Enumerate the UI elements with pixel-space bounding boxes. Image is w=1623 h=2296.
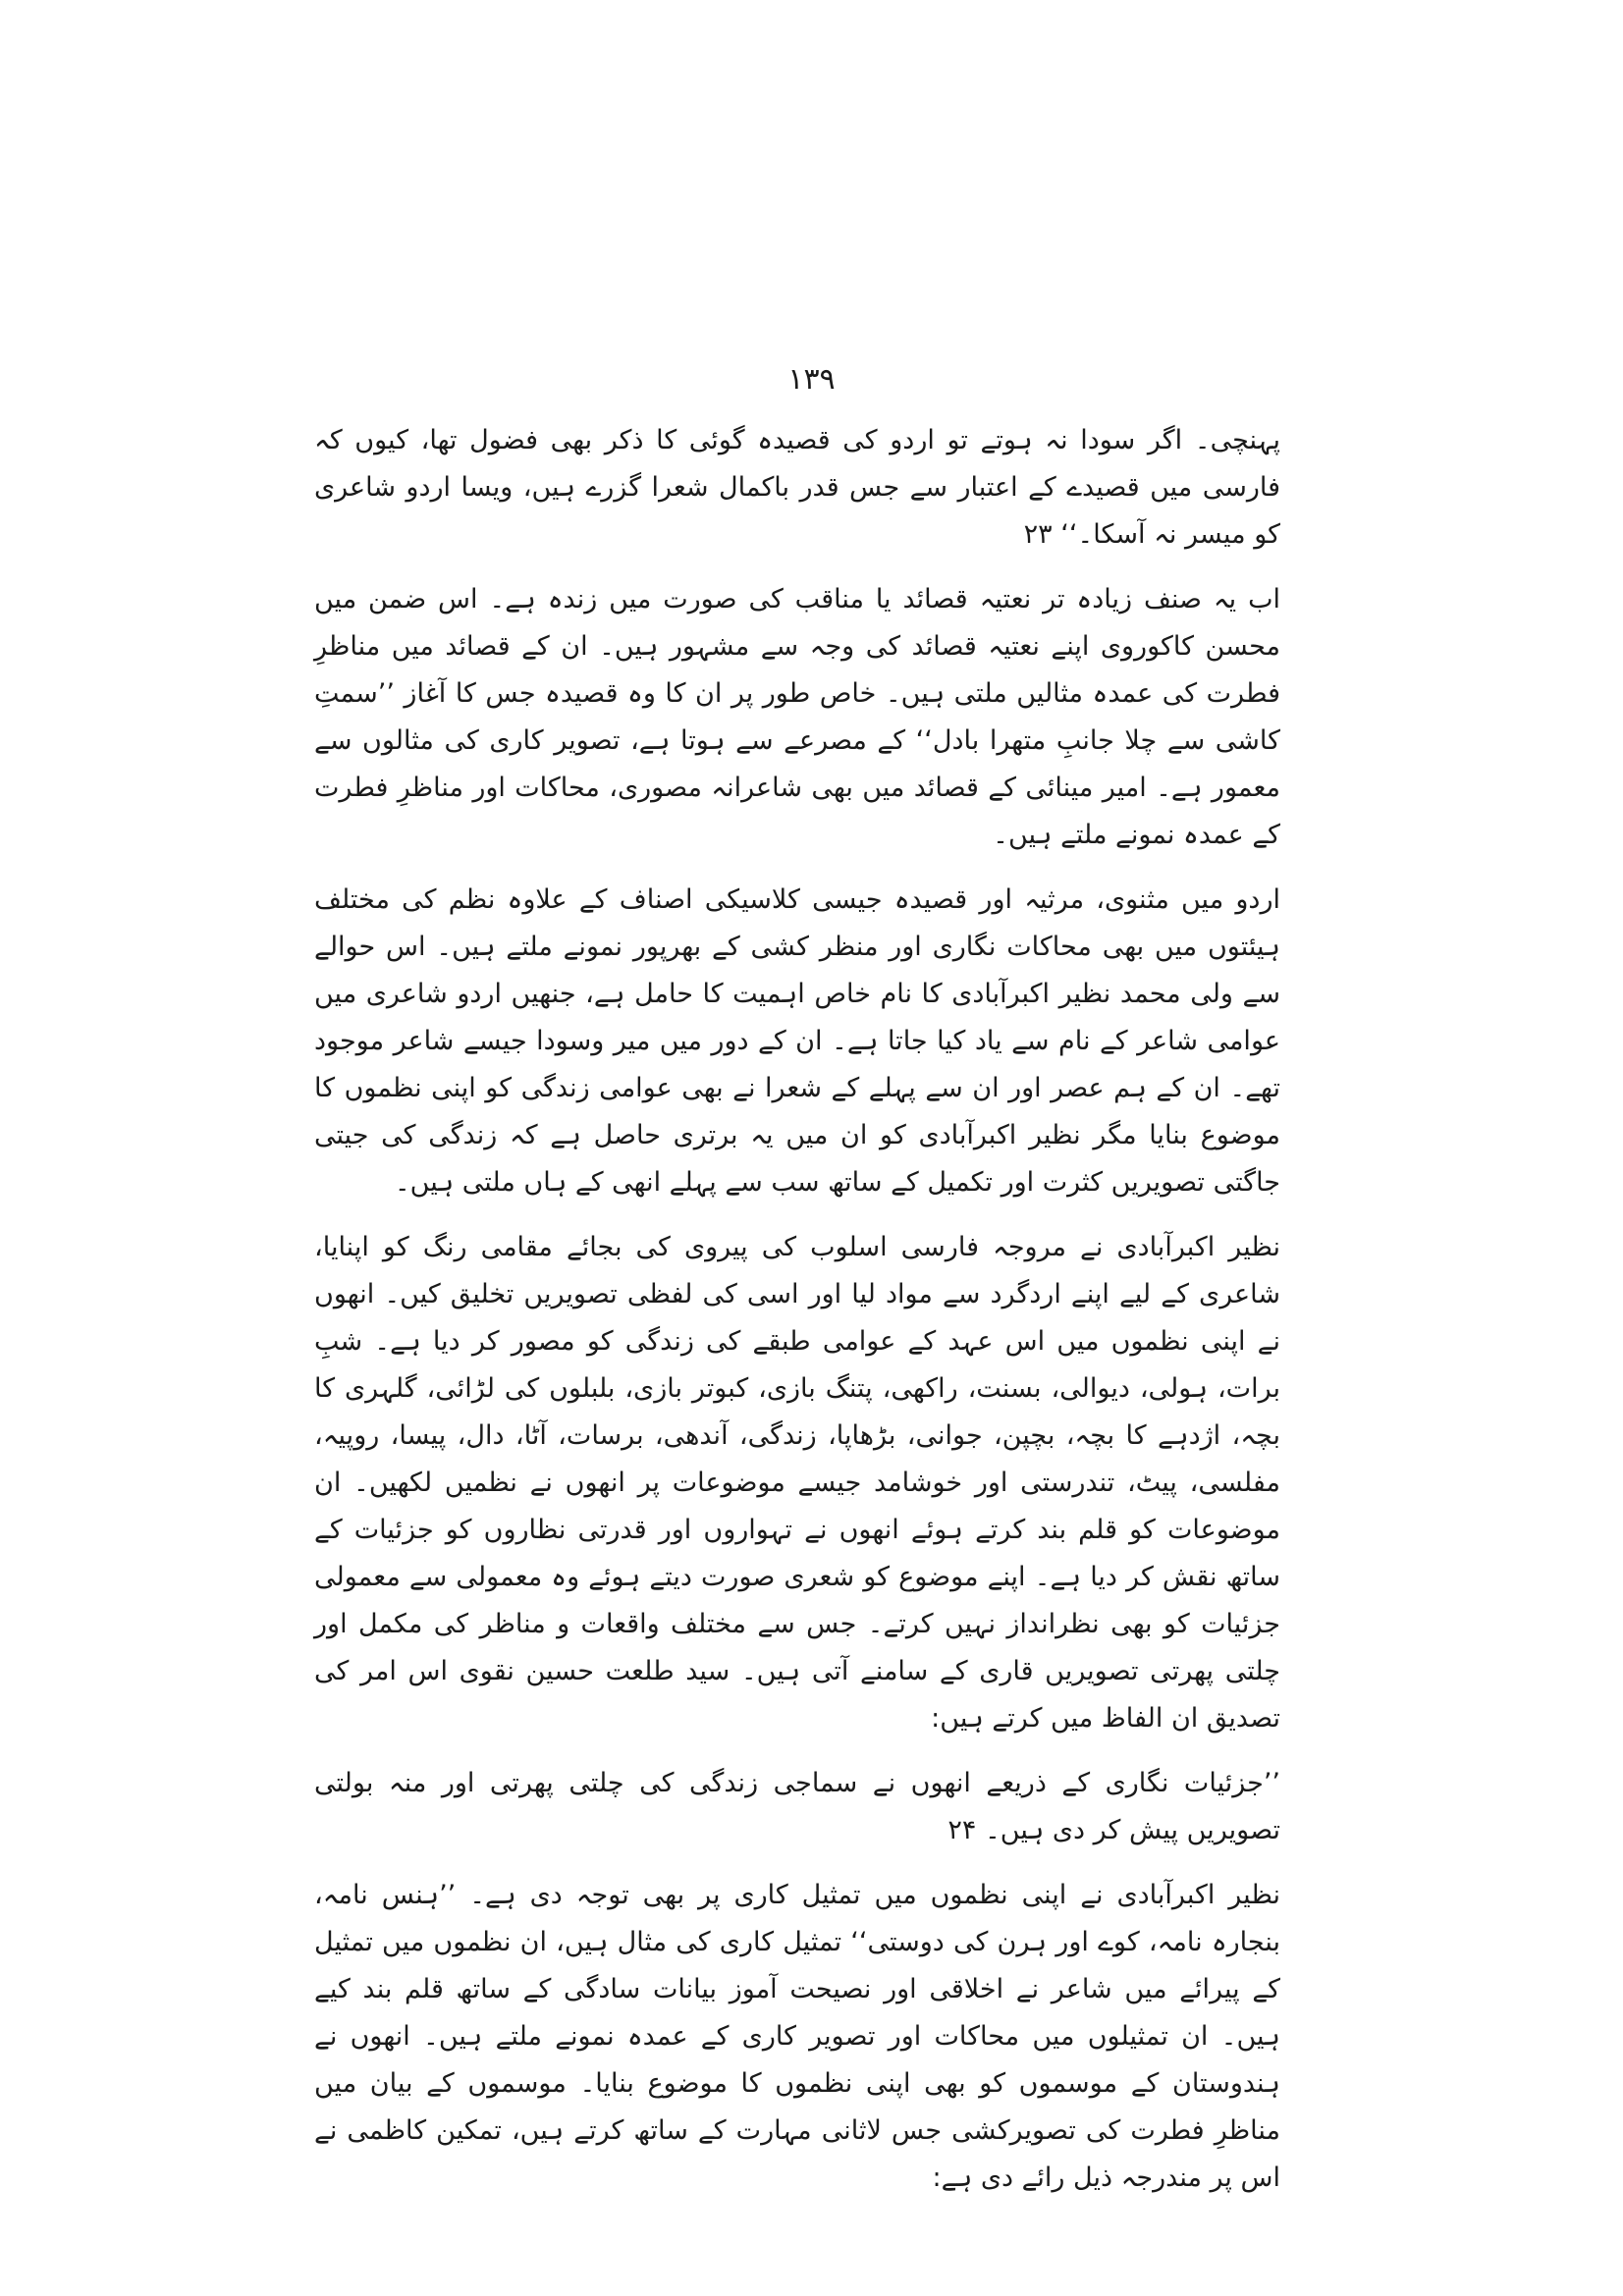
block-quote-continuation: پہنچی۔ اگر سودا نہ ہوتے تو اردو کی قصیدہ گوئی کا ذکر بھی فضول تھا، کیوں کہ فارسی میں قصیدے کے اعتبار سے جس قدر باکمال شعرا گزرے ہیں، ویسا اردو شاعری کو میسر نہ آسکا۔‘‘ ۲۳ — [314, 425, 1280, 550]
page-number: ۱۳۹ — [787, 362, 836, 397]
paragraph-1: اب یہ صنف زیادہ تر نعتیہ قصائد یا مناقب کی صورت میں زندہ ہے۔ اس ضمن میں محسن کاکوروی اپنے نعتیہ قصائد کی وجہ سے مشہور ہیں۔ ان کے قصائد میں مناظرِ فطرت کی عمدہ مثالیں ملتی ہیں۔ خاص طور پر ان کا وہ قصیدہ جس کا آغاز ’’سمتِ کاشی سے چلا جانبِ متھرا بادل‘‘ کے مصرعے سے ہوتا ہے، تصویر کاری کی مثالوں سے معمور ہے۔ امیر مینائی کے قصائد میں بھی شاعرانہ مصوری، محاکات اور مناظرِ فطرت کے عمدہ نمونے ملتے ہیں۔ — [314, 584, 1280, 850]
paragraph-3: نظیر اکبرآبادی نے مروجہ فارسی اسلوب کی پیروی کی بجائے مقامی رنگ کو اپنایا، شاعری کے لیے اپنے اردگرد سے مواد لیا اور اسی کی لفظی تصویریں تخلیق کیں۔ انھوں نے اپنی نظموں میں اس عہد کے عوامی طبقے کی زندگی کو مصور کر دیا ہے۔ شبِ برات، ہولی، دیوالی، بسنت، راکھی، پتنگ بازی، کبوتر بازی، بلبلوں کی لڑائی، گلہری کا بچہ، اژدہے کا بچہ، بچپن، جوانی، بڑھاپا، زندگی، آندھی، برسات، آٹا، دال، پیسا، روپیہ، مفلسی، پیٹ، تندرستی اور خوشامد جیسے موضوعات پر انھوں نے نظمیں لکھیں۔ ان موضوعات کو قلم بند کرتے ہوئے انھوں نے تہواروں اور قدرتی نظاروں کو جزئیات کے ساتھ نقش کر دیا ہے۔ اپنے موضوع کو شعری صورت دیتے ہوئے وہ معمولی سے معمولی جزئیات کو بھی نظرانداز نہیں کرتے۔ جس سے مختلف واقعات و مناظر کی مکمل اور چلتی پھرتی تصویریں قاری کے سامنے آتی ہیں۔ سید طلعت حسین نقوی اس امر کی تصدیق ان الفاظ میں کرتے ہیں: — [314, 1232, 1280, 1734]
paragraph-4: نظیر اکبرآبادی نے اپنی نظموں میں تمثیل کاری پر بھی توجہ دی ہے۔ ’’ہنس نامہ، بنجارہ نامہ، کوے اور ہرن کی دوستی‘‘ تمثیل کاری کی مثال ہیں، ان نظموں میں تمثیل کے پیرائے میں شاعر نے اخلاقی اور نصیحت آموز بیانات سادگی کے ساتھ قلم بند کیے ہیں۔ ان تمثیلوں میں محاکات اور تصویر کاری کے عمدہ نمونے ملتے ہیں۔ انھوں نے ہندوستان کے موسموں کو بھی اپنی نظموں کا موضوع بنایا۔ موسموں کے بیان میں مناظرِ فطرت کی تصویرکشی جس لاثانی مہارت کے ساتھ کرتے ہیں، تمکین کاظمی نے اس پر مندرجہ ذیل رائے دی ہے: — [314, 1880, 1280, 2193]
block-quote: ’’جزئیات نگاری کے ذریعے انھوں نے سماجی زندگی کی چلتی پھرتی اور منہ بولتی تصویریں پیش کر دی ہیں۔ ۲۴ — [314, 1768, 1280, 1845]
paragraph-2: اردو میں مثنوی، مرثیہ اور قصیدہ جیسی کلاسیکی اصناف کے علاوہ نظم کی مختلف ہیئتوں میں بھی محاکات نگاری اور منظر کشی کے بھرپور نمونے ملتے ہیں۔ اس حوالے سے ولی محمد نظیر اکبرآبادی کا نام خاص اہمیت کا حامل ہے، جنھیں اردو شاعری میں عوامی شاعر کے نام سے یاد کیا جاتا ہے۔ ان کے دور میں میر وسودا جیسے شاعر موجود تھے۔ ان کے ہم عصر اور ان سے پہلے کے شعرا نے بھی عوامی زندگی کو اپنی نظموں کا موضوع بنایا مگر نظیر اکبرآبادی کو ان میں یہ برتری حاصل ہے کہ زندگی کی جیتی جاگتی تصویریں کثرت اور تکمیل کے ساتھ سب سے پہلے انھی کے ہاں ملتی ہیں۔ — [314, 884, 1280, 1198]
page-body — [314, 417, 1316, 2219]
